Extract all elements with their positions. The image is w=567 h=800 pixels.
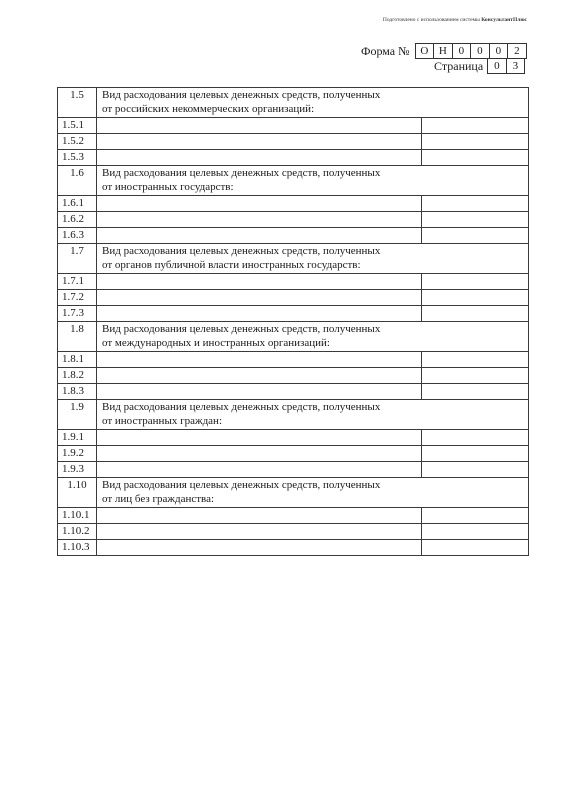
expenditure-type-cell[interactable] [97,306,422,322]
section-title-line2: от лиц без гражданства: [102,492,215,505]
expenditure-type-cell[interactable] [97,228,422,244]
expenditure-type-cell[interactable] [97,540,422,556]
section-row [58,88,529,118]
form-number-char: Н [433,43,453,59]
section-row [58,478,529,508]
section-title [97,400,529,430]
section-title-line2: от международных и иностранных организаций: [102,336,330,349]
expenditure-type-cell[interactable] [97,524,422,540]
row-number: 1.9.3 [58,462,97,478]
amount-cell[interactable] [422,524,529,540]
amount-cell[interactable] [422,384,529,400]
table-row [58,274,529,290]
page-number-char: 3 [506,58,526,74]
amount-cell[interactable] [422,540,529,556]
row-number: 1.9.1 [58,430,97,446]
table-row [58,290,529,306]
page-number [434,58,525,74]
section-title-line1: Вид расходования целевых денежных средств, полученных [102,479,381,491]
expenditure-table [57,87,529,556]
expenditure-type-cell[interactable] [97,290,422,306]
amount-cell[interactable] [422,118,529,134]
expenditure-type-cell[interactable] [97,274,422,290]
section-title [97,322,529,352]
table-row [58,462,529,478]
expenditure-type-cell[interactable] [97,384,422,400]
page-number-boxes [488,58,525,74]
section-number: 1.5 [58,88,97,118]
row-number: 1.8.3 [58,384,97,400]
section-row [58,244,529,274]
section-number: 1.9 [58,400,97,430]
row-number: 1.7.2 [58,290,97,306]
row-number: 1.5.1 [58,118,97,134]
amount-cell[interactable] [422,274,529,290]
header-note-prefix: Подготовлено с использованием системы [382,17,480,23]
expenditure-type-cell[interactable] [97,352,422,368]
amount-cell[interactable] [422,290,529,306]
table-row [58,306,529,322]
expenditure-type-cell[interactable] [97,134,422,150]
row-number: 1.7.1 [58,274,97,290]
row-number: 1.7.3 [58,306,97,322]
section-title-line1: Вид расходования целевых денежных средств, полученных [102,167,381,179]
table-row [58,446,529,462]
row-number: 1.10.3 [58,540,97,556]
row-number: 1.10.1 [58,508,97,524]
table-row [58,134,529,150]
expenditure-type-cell[interactable] [97,150,422,166]
row-number: 1.8.2 [58,368,97,384]
form-number-char: О [415,43,435,59]
expenditure-type-cell[interactable] [97,430,422,446]
section-title [97,166,529,196]
section-row [58,400,529,430]
table-row [58,524,529,540]
amount-cell[interactable] [422,134,529,150]
section-title [97,478,529,508]
page-number-char: 0 [487,58,507,74]
table-row [58,196,529,212]
form-number-char: 0 [452,43,472,59]
table-row [58,228,529,244]
section-number: 1.10 [58,478,97,508]
section-title [97,88,529,118]
expenditure-type-cell[interactable] [97,118,422,134]
expenditure-type-cell[interactable] [97,196,422,212]
section-title-line2: от органов публичной власти иностранных государств: [102,258,361,271]
form-number-char: 2 [507,43,527,59]
section-title-line1: Вид расходования целевых денежных средств, полученных [102,323,381,335]
form-number-char: 0 [470,43,490,59]
header-note-brand: КонсультантПлюс [481,17,527,23]
section-row [58,166,529,196]
table-row [58,212,529,228]
row-number: 1.6.1 [58,196,97,212]
amount-cell[interactable] [422,430,529,446]
section-number: 1.6 [58,166,97,196]
table-row [58,368,529,384]
amount-cell[interactable] [422,150,529,166]
row-number: 1.6.2 [58,212,97,228]
amount-cell[interactable] [422,212,529,228]
page-number-label: Страница [434,58,484,73]
section-title-line1: Вид расходования целевых денежных средств, полученных [102,245,381,257]
amount-cell[interactable] [422,352,529,368]
amount-cell[interactable] [422,196,529,212]
section-number: 1.8 [58,322,97,352]
amount-cell[interactable] [422,368,529,384]
section-title-line2: от иностранных граждан: [102,414,222,427]
expenditure-type-cell[interactable] [97,446,422,462]
form-number-boxes [416,43,527,59]
amount-cell[interactable] [422,228,529,244]
amount-cell[interactable] [422,446,529,462]
row-number: 1.10.2 [58,524,97,540]
section-row [58,322,529,352]
amount-cell[interactable] [422,462,529,478]
expenditure-type-cell[interactable] [97,212,422,228]
table-row [58,508,529,524]
row-number: 1.6.3 [58,228,97,244]
table-row [58,430,529,446]
table-row [58,352,529,368]
row-number: 1.9.2 [58,446,97,462]
amount-cell[interactable] [422,508,529,524]
section-number: 1.7 [58,244,97,274]
row-number: 1.5.2 [58,134,97,150]
table-row [58,150,529,166]
section-title-line1: Вид расходования целевых денежных средств, полученных [102,89,381,101]
section-title [97,244,529,274]
section-title-line2: от российских некоммерческих организаций: [102,102,315,115]
header-note [383,17,527,23]
table-row [58,540,529,556]
row-number: 1.8.1 [58,352,97,368]
section-title-line1: Вид расходования целевых денежных средств, полученных [102,401,381,413]
section-title-line2: от иностранных государств: [102,180,234,193]
form-number-char: 0 [489,43,509,59]
table-row [58,384,529,400]
form-number-label: Форма № [361,43,410,58]
amount-cell[interactable] [422,306,529,322]
expenditure-type-cell[interactable] [97,368,422,384]
form-number [361,43,527,59]
expenditure-type-cell[interactable] [97,462,422,478]
expenditure-type-cell[interactable] [97,508,422,524]
row-number: 1.5.3 [58,150,97,166]
table-row [58,118,529,134]
